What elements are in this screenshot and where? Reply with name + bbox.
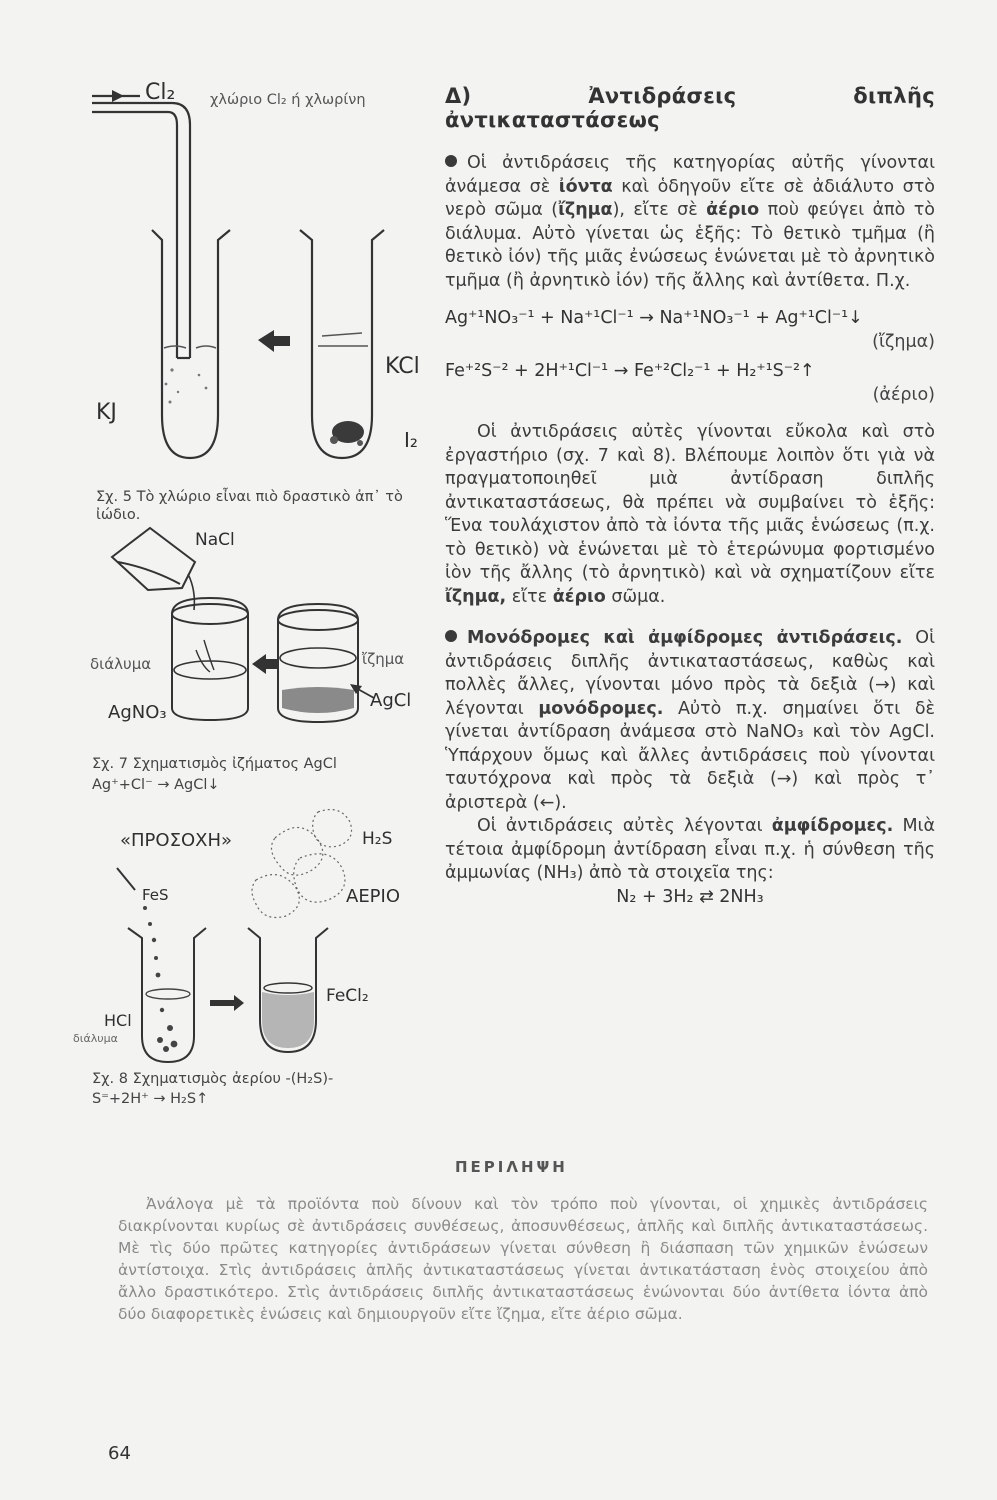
summary-title: ΠΕΡΙΛΗΨΗ [455, 1158, 568, 1176]
paragraph-4: Οἱ ἀντιδράσεις αὐτὲς λέγονται ἀμφίδρομες. Μιὰ τέτοια ἀμφίδρομη ἀντίδραση εἶναι π.χ. ἡ σύνθεση τῆς ἀμμωνίας (NH₃) ἀπὸ τὰ στοιχεῖα της: [445, 816, 936, 883]
equation-2: Fe⁺²S⁻² + 2H⁺¹Cl⁻¹ → Fe⁺²Cl₂⁻¹ + H₂⁺¹S⁻²↑ [445, 361, 815, 381]
test-tube-hcl [128, 928, 206, 1062]
paragraph-1: Οἱ ἀντιδράσεις τῆς κατηγορίας αὐτῆς γίνονται ἀνάμεσα σὲ ἰόντα καὶ ὁδηγοῦν εἴτε σὲ ἀδιάλυτο στὸ νερὸ σῶμα (ἴζημα), εἴτε σὲ ἀέριο ποὺ φεύγει ἀπὸ τὸ διάλυμα. Αὐτὸ γίνεται ὡς ἑξῆς: Τὸ θετικὸ τμῆμα (ἢ θετικὸ ἰόν) τῆς μιᾶς ἐνώσεως ἑνώνεται μὲ τὸ ἀρνητικὸ τμῆμα (ἢ ἀρνητικὸ ἰόν) τῆς ἄλλης καὶ ἀντίθετα. Π.χ. [445, 153, 935, 291]
label-nacl: NaCl [195, 530, 235, 550]
equation-1-note: (ἴζημα) [872, 331, 935, 352]
label-precipitate: ἴζημα [362, 650, 405, 668]
equation-1: Ag⁺¹NO₃⁻¹ + Na⁺¹Cl⁻¹ → Na⁺¹NO₃⁻¹ + Ag⁺¹Cl⁻¹↓ [445, 308, 863, 328]
label-hcl-solution: διάλυμα [73, 1032, 118, 1045]
label-kcl: KCl [385, 354, 420, 379]
label-kj: KJ [96, 400, 117, 425]
equation-2-note: (ἀέριο) [872, 384, 935, 405]
label-cl2: Cl₂ [145, 80, 176, 105]
section-double-replacement [445, 85, 935, 909]
label-agno3: AgNO₃ [108, 702, 167, 723]
label-solution: διάλυμα [90, 655, 152, 673]
figure-5-caption: Σχ. 5 Τὸ χλώριο εἶναι πιὸ δραστικὸ ἀπ᾿ τὸ ἰώδιο. [96, 489, 403, 523]
label-i2: I₂ [404, 428, 418, 452]
label-chlorine: χλώριο Cl₂ ή χλωρίνη [210, 92, 366, 108]
bullet-icon [445, 155, 457, 167]
figure-7-caption-line1: Σχ. 7 Σχηματισμὸς ἰζήματος AgCl [92, 756, 337, 772]
page-number: 64 [108, 1443, 131, 1464]
paragraph-2: Οἱ ἀντιδράσεις αὐτὲς γίνονται εὔκολα καὶ στὸ ἐργαστήριο (σχ. 7 καὶ 8). Βλέπουμε λοιπὸν ὅτι γιὰ νὰ πραγματοποιηθεῖ μιὰ ἀντίδραση διπλῆς ἀντικαταστάσεως, θὰ πρέπει νὰ συμβαίνει τὸ ἑξῆς: Ἕνα τουλάχιστον ἀπὸ τὰ ἰόντα τῆς μιᾶς ἑνώσεως (π.χ. τὸ θετικὸ) νὰ ἑνώνεται μὲ τὸ ἑτερώνυμα φορτισμένο ἰὸν τῆς ἄλλης (τὸ ἀρνητικὸ) καὶ νὰ σχηματίζουν εἴτε ἴζημα, εἴτε ἀέριο σῶμα. [445, 422, 935, 607]
label-h2s: H₂S [362, 829, 393, 849]
figure-7-caption-line2: Ag⁺+Cl⁻ → AgCl↓ [92, 777, 220, 793]
gas-clouds [252, 810, 352, 918]
reaction-arrow-fig8 [210, 995, 244, 1011]
equation-3: N₂ + 3H₂ ⇄ 2NH₃ [616, 886, 764, 907]
label-gas: ΑΕΡΙΟ [346, 886, 401, 907]
paragraph-3: Μονόδρομες καὶ ἀμφίδρομες ἀντιδράσεις. Οἱ ἀντιδράσεις διπλῆς ἀντικαταστάσεως, καθὼς καὶ πολλὲς ἄλλες, γίνονται μόνο πρὸς τὰ δεξιὰ (→) καὶ λέγονται μονόδρομες. Αὐτὸ π.χ. σημαίνει ὅτι δὲ γίνεται ἀντίδραση ἀνάμεσα στὸ NaNO₃ καὶ τὸν AgCl. Ὑπάρχουν ὅμως καὶ ἄλλες ἀντιδράσεις ποὺ γίνονται ταυτόχρονα καὶ πρὸς τὰ δεξιὰ (→) καὶ πρὸς τ᾿ ἀριστερὰ (←). [445, 628, 936, 813]
summary-text: Ἀνάλογα μὲ τὰ προϊόντα ποὺ δίνουν καὶ τὸν τρόπο ποὺ γίνονται, οἱ χημικὲς ἀντιδράσεις διακρίνονται κυρίως σὲ ἀντιδράσεις συνθέσεως, ἀποσυνθέσεως, ἁπλῆς καὶ διπλῆς ἀντικαταστάσεως. Μὲ τὶς δύο πρῶτες κατηγορίες ἀντιδράσεων γίνεται σύνθεση ἢ διάσπαση τῶν χημικῶν ἑνώσεων ἀντίστοιχα. Στὶς ἀντιδράσεις ἁπλῆς ἀντικαταστάσεως γίνεται ἀντικατάσταση ἑνὸς στοιχείου ἀπὸ ἄλλο δραστικότερο. Στὶς ἀντιδράσεις διπλῆς ἀντικαταστάσεως ἑνώνονται δύο ἀντίθετα ἰόντα ἀπὸ δύο διαφορετικὲς ἑνώσεις καὶ δημιουργοῦν εἴτε ἴζημα, εἴτε ἀέριο σῶμα. [118, 1195, 928, 1323]
figure-8-caption-line2: S⁼+2H⁺ → H₂S↑ [92, 1091, 209, 1107]
label-agcl: AgCl [370, 690, 412, 711]
label-hcl: HCl [104, 1011, 132, 1030]
section-title: Δ) Ἀντιδράσεις διπλῆς ἀντικαταστάσεως [445, 84, 935, 132]
label-fecl2: FeCl₂ [326, 986, 369, 1006]
label-fes: FeS [142, 886, 169, 904]
label-warning: «ΠΡΟΣΟΧΗ» [120, 830, 232, 851]
figure-8-caption-line1: Σχ. 8 Σχηματισμὸς ἀερίου -(H₂S)- [92, 1071, 334, 1087]
bullet-icon [445, 630, 457, 642]
